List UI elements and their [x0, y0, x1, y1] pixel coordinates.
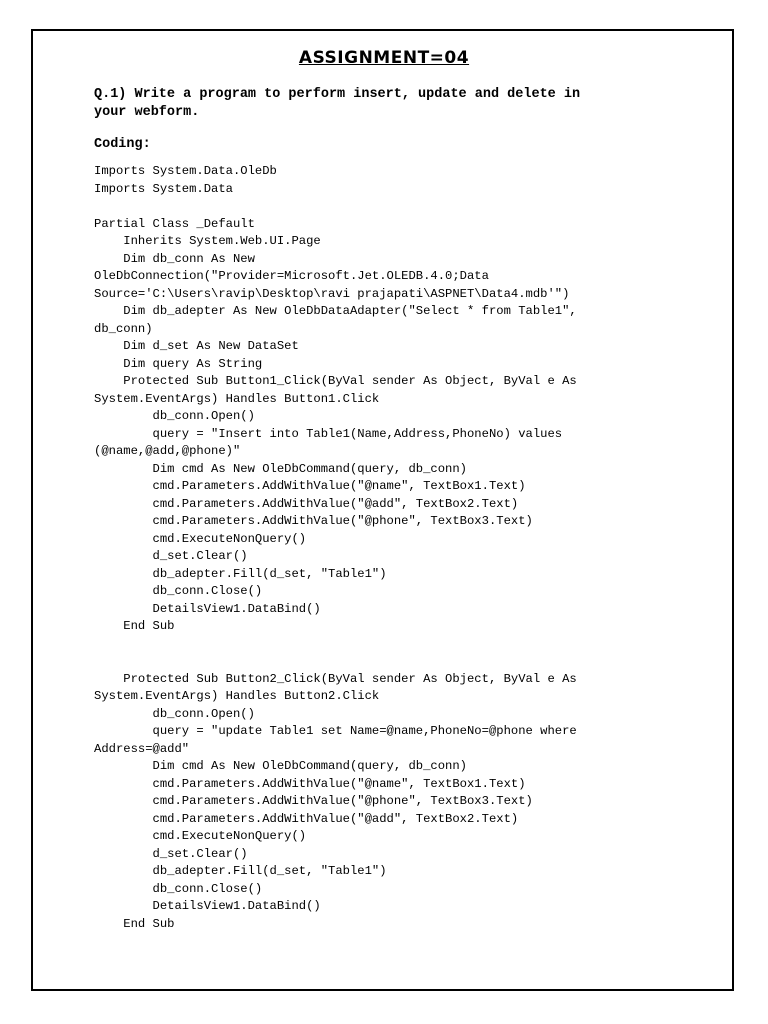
code-line: DetailsView1.DataBind()	[94, 899, 321, 913]
code-line: query = "update Table1 set Name=@name,PhoneNo=@phone where	[94, 724, 577, 738]
code-line: db_conn.Open()	[94, 706, 255, 721]
code-line: cmd.ExecuteNonQuery()	[94, 829, 307, 843]
code-line: Dim query As String	[94, 356, 263, 371]
code-line: Partial Class _Default	[94, 216, 255, 231]
code-line	[94, 653, 674, 671]
code-line: db_conn)	[94, 321, 153, 336]
assignment-title: ASSIGNMENT=04	[298, 48, 470, 68]
code-line: End Sub	[94, 619, 175, 633]
code-line: Protected Sub Button2_Click(ByVal sender As Object, ByVal e As	[94, 671, 577, 686]
code-line: cmd.Parameters.AddWithValue("@add", TextBox2.Text)	[94, 496, 519, 511]
code-line: Dim cmd As New OleDbCommand(query, db_conn)	[94, 461, 467, 476]
code-line: (@name,@add,@phone)"	[94, 444, 241, 458]
code-line	[94, 198, 674, 216]
code-line: cmd.Parameters.AddWithValue("@name", TextBox1.Text)	[94, 479, 526, 493]
code-line: OleDbConnection("Provider=Microsoft.Jet.OLEDB.4.0;Data	[94, 269, 489, 283]
code-line: System.EventArgs) Handles Button2.Click	[94, 689, 380, 703]
code-line: d_set.Clear()	[94, 846, 248, 861]
code-line: db_adepter.Fill(d_set, "Table1")	[94, 566, 387, 581]
code-line: System.EventArgs) Handles Button1.Click	[94, 391, 380, 406]
code-line: Imports System.Data.OleDb	[94, 164, 277, 178]
code-line: cmd.Parameters.AddWithValue("@add", TextBox2.Text)	[94, 811, 519, 826]
code-line: Dim db_conn As New	[94, 251, 255, 266]
question-text: Q.1) Write a program to perform insert, update and delete in your webform.	[94, 87, 581, 120]
coding-label: Coding:	[94, 137, 151, 152]
code-line: cmd.Parameters.AddWithValue("@phone", TextBox3.Text)	[94, 794, 533, 808]
code-line: cmd.Parameters.AddWithValue("@phone", TextBox3.Text)	[94, 514, 533, 528]
code-line: cmd.ExecuteNonQuery()	[94, 531, 307, 546]
code-line: Address=@add"	[94, 741, 190, 756]
code-line: Source='C:\Users\ravip\Desktop\ravi prajapati\ASPNET\Data4.mdb'")	[94, 286, 570, 301]
code-listing	[94, 163, 674, 933]
code-line	[94, 636, 674, 654]
code-line: d_set.Clear()	[94, 549, 248, 563]
code-line: Dim d_set As New DataSet	[94, 339, 299, 353]
code-line: DetailsView1.DataBind()	[94, 601, 321, 616]
code-line: Dim cmd As New OleDbCommand(query, db_conn)	[94, 759, 467, 773]
code-line: Protected Sub Button1_Click(ByVal sender As Object, ByVal e As	[94, 374, 577, 388]
code-line: db_conn.Close()	[94, 584, 263, 598]
code-line: db_adepter.Fill(d_set, "Table1")	[94, 864, 387, 878]
code-line: query = "Insert into Table1(Name,Address,PhoneNo) values	[94, 426, 563, 441]
code-line: Dim db_adepter As New OleDbDataAdapter("Select * from Table1",	[94, 304, 577, 318]
code-line: Imports System.Data	[94, 181, 233, 196]
code-line: End Sub	[94, 916, 175, 931]
code-line: db_conn.Open()	[94, 409, 255, 423]
code-line: Inherits System.Web.UI.Page	[94, 234, 321, 248]
code-line: cmd.Parameters.AddWithValue("@name", TextBox1.Text)	[94, 776, 526, 791]
code-line: db_conn.Close()	[94, 881, 263, 896]
